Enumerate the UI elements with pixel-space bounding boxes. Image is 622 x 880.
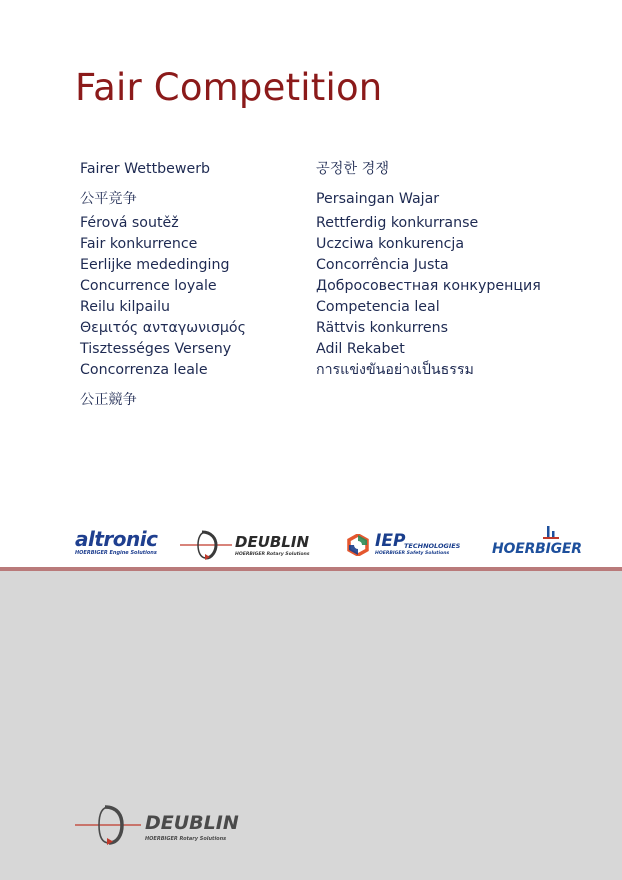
translation-item: Concorrenza leale (80, 362, 208, 378)
deublin-logo-sub: HOERBIGER Rotary Solutions (235, 552, 310, 557)
translations-left-column (80, 159, 246, 411)
translation-item: Rettferdig konkurranse (316, 215, 479, 231)
altronic-logo (75, 528, 165, 562)
translation-item: Fairer Wettbewerb (80, 161, 211, 177)
hoerbiger-emblem-icon (541, 526, 561, 542)
translation-item: Competencia leal (316, 299, 440, 315)
translation-item: Concorrência Justa (316, 257, 449, 273)
translation-item: Férová soutěž (80, 215, 179, 231)
footer-deublin-emblem-icon (75, 804, 145, 846)
hoerbiger-logo-name: HOERBIGER (492, 541, 582, 557)
translation-item: 공정한 경쟁 (316, 161, 390, 177)
translation-item: Добросовестная конкуренция (316, 278, 541, 294)
translation-item: Reilu kilpailu (80, 299, 171, 315)
footer-deublin-logo (75, 804, 250, 846)
iep-logo-suffix: TECHNOLOGIES (404, 542, 461, 550)
deublin-logo (180, 529, 315, 561)
translation-item: Fair konkurrence (80, 236, 198, 252)
footer-deublin-logo-sub: HOERBIGER Rotary Solutions (145, 836, 227, 842)
translation-item: Θεμιτός ανταγωνισμός (80, 320, 246, 336)
hoerbiger-logo (492, 526, 587, 560)
iep-logo-sub: HOERBIGER Safety Solutions (375, 551, 450, 556)
translation-item: Tisztességes Verseny (80, 341, 232, 357)
iep-logo (346, 532, 466, 560)
translation-item: Uczciwa konkurencja (316, 236, 465, 252)
deublin-emblem-icon (180, 529, 236, 561)
translations-right-column (316, 159, 541, 381)
translation-item: การแข่งขันอย่างเป็นธรรม (316, 362, 474, 378)
page-title: Fair Competition (75, 66, 383, 109)
iep-logo-name: IEP (375, 531, 406, 551)
iep-hexagon-icon (347, 534, 369, 556)
translation-item: 公正競争 (80, 392, 137, 408)
altronic-logo-sub: HOERBIGER Engine Solutions (75, 550, 157, 556)
translation-item: 公平竞争 (80, 191, 137, 207)
altronic-logo-name: altronic (75, 527, 158, 551)
translation-item: Rättvis konkurrens (316, 320, 448, 336)
translation-item: Adil Rekabet (316, 341, 405, 357)
footer-deublin-logo-name: DEUBLIN (145, 812, 239, 834)
translation-item: Persaingan Wajar (316, 191, 440, 207)
deublin-logo-name: DEUBLIN (235, 533, 310, 551)
translation-item: Eerlijke mededinging (80, 257, 230, 273)
translation-item: Concurrence loyale (80, 278, 217, 294)
